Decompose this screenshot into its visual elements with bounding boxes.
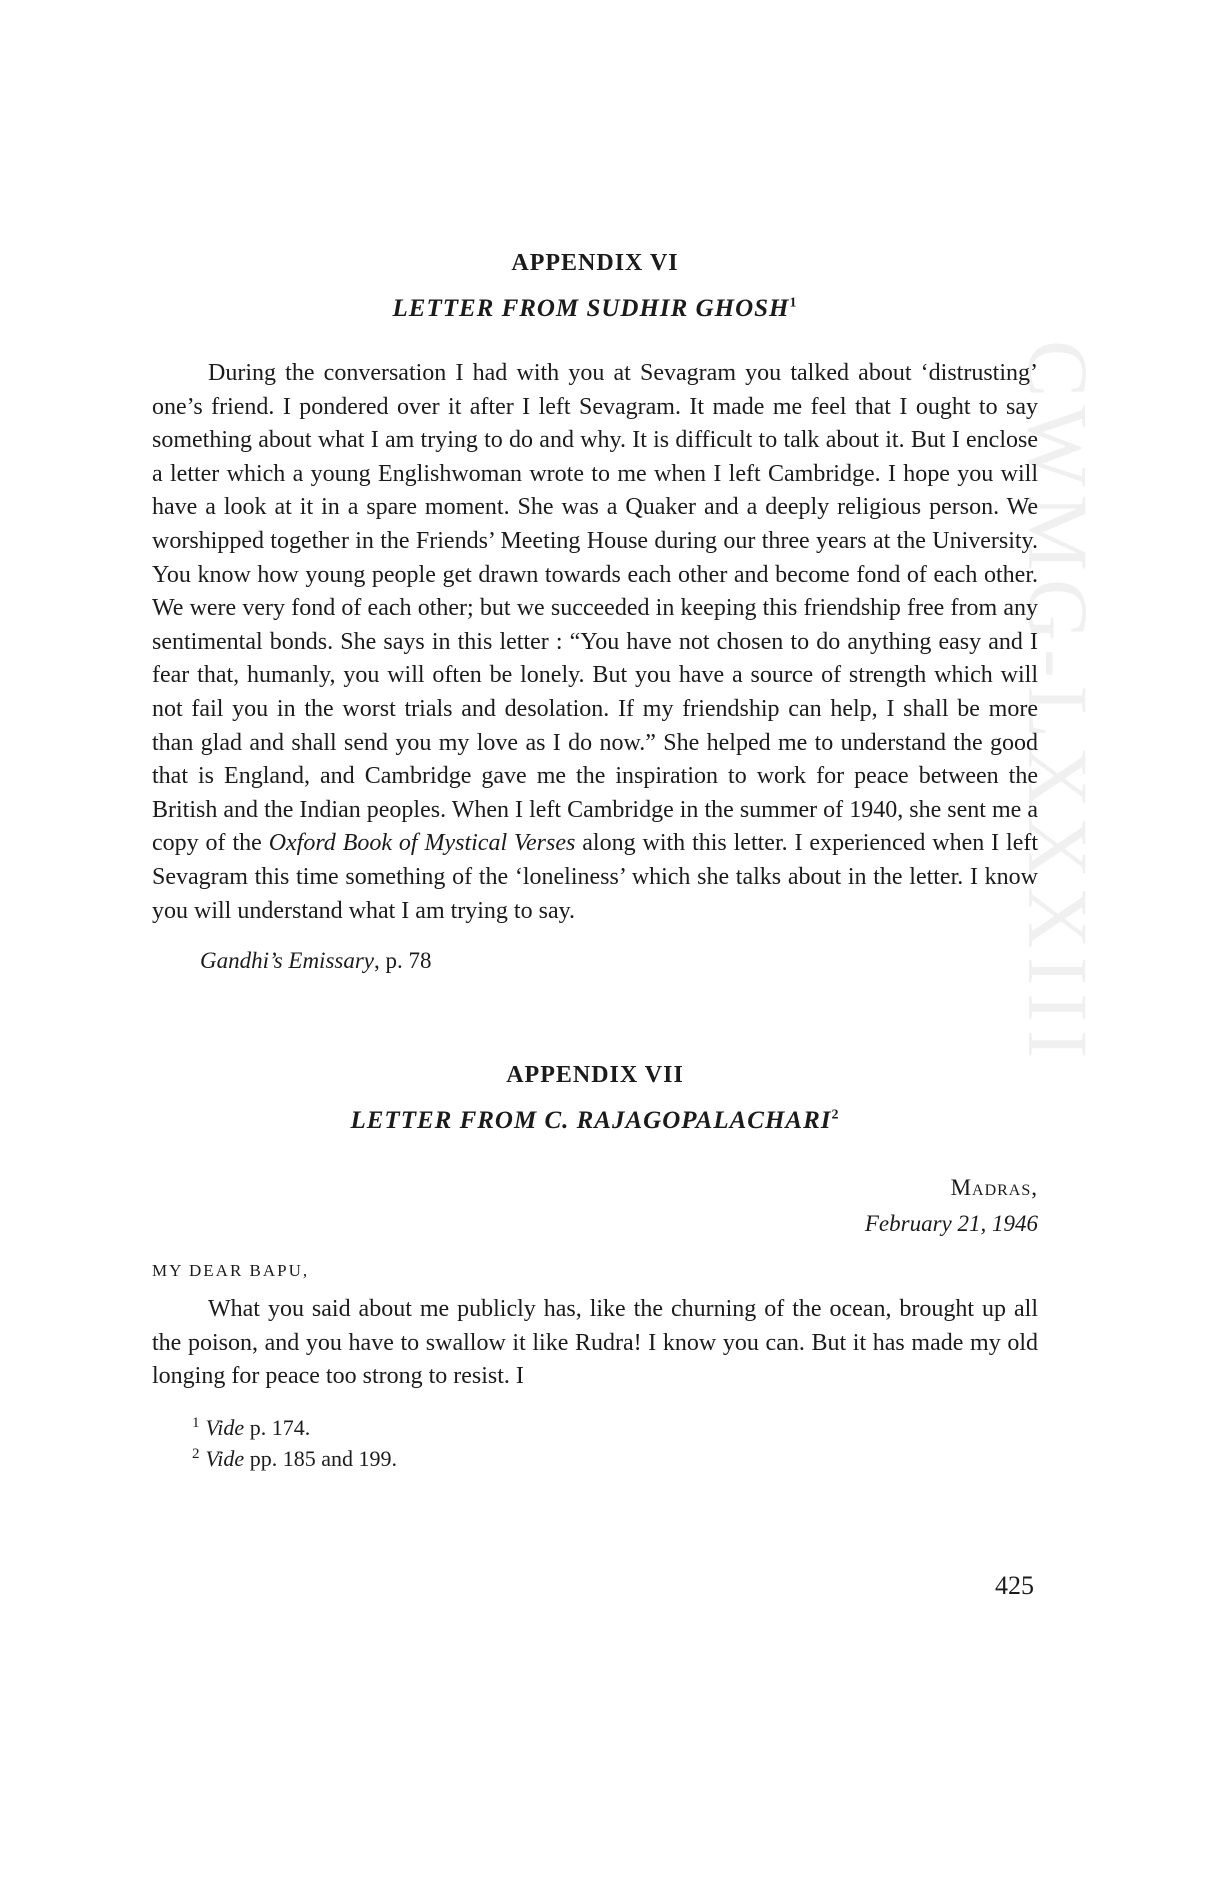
source-title: Gandhi’s Emissary: [200, 948, 375, 974]
letter-text: During the conversation I had with you at Sevagram you talked about ‘distrusting’ one’s friend. I pondered over it after I left Sevagram. It made me feel that I ought to say something about what I am trying to do and why. It is difficult to talk about it. But I enclose a letter which a young Englishwoman wrote to me when I left Cambridge. I hope you will have a look at it in a spare moment. She was a Quaker and a deeply religious person. We worshipped together in the Friends’ Meeting House during our three years at the University. You know how young people get drawn towards each other and become fond of each other. We were very fond of each other; but we succeeded in keeping this friendship free from any sentimental bonds. She says in this letter : “You have not chosen to do anything easy and I fear that, humanly, you will often be lonely. But you have a source of strength which will not fail you in the worst trials and desolation. If my friendship can help, I shall be more than glad and shall send you my love as I do now.” She helped me to understand the good that is England, and Cambridge gave me the inspiration to work for peace between the British and the Indian peoples. When I left Cambridge in the summer of 1940, she sent me a copy of the: [152, 360, 1038, 857]
footnote-marker: 1: [789, 295, 798, 311]
footnotes: [192, 1412, 1038, 1474]
appendix-vi-heading: APPENDIX VI: [511, 250, 679, 276]
footnote-number: 2: [192, 1445, 200, 1462]
letter-date-year: 1946: [992, 1211, 1038, 1237]
book-title: Oxford Book of Mystical Verses: [268, 830, 576, 857]
letter-place: Madras,: [950, 1175, 1038, 1201]
appendix-vii-subheading-text: LETTER FROM C. RAJAGOPALACHARI: [350, 1107, 832, 1135]
letter-salutation: MY DEAR BAPU,: [152, 1261, 310, 1281]
footnote-1: [192, 1412, 1038, 1443]
footnote-marker: 2: [831, 1107, 840, 1123]
appendix-vi-subheading-text: LETTER FROM SUDHIR GHOSH: [392, 295, 790, 322]
appendix-vii-heading: APPENDIX VII: [506, 1062, 684, 1089]
page-content: [152, 250, 1038, 1474]
appendix-vi-letter-body: [152, 357, 1038, 928]
source-page: , p. 78: [374, 948, 432, 974]
appendix-vi-subheading: [152, 295, 1038, 323]
footnote-vide: Vide: [205, 1445, 245, 1471]
watermark: CWMG-LXXXIII: [1010, 340, 1106, 1067]
letter-date: [152, 1211, 1038, 1237]
appendix-vii-letter-body: What you said about me publicly has, like the churning of the ocean, brought up all the poison, and you have to swallow it like Rudra! I know you can. But it has made my old longing for peace too strong to resist. I: [152, 1296, 1038, 1390]
footnote-ref: pp. 185 and 199.: [249, 1445, 397, 1471]
letter-text-end: along with this letter. I experienced when I left Sevagram this time something of the ‘loneliness’ which she talks about in the letter. I know you will understand what I am trying to say.: [152, 830, 1039, 924]
footnote-number: 1: [192, 1414, 200, 1431]
source-citation: [200, 948, 1038, 974]
footnote-ref: p. 174.: [249, 1414, 311, 1440]
footnote-2: [192, 1443, 1038, 1474]
page-number: 425: [995, 1571, 1034, 1600]
footnote-vide: Vide: [205, 1414, 245, 1440]
appendix-vii-subheading: [152, 1107, 1038, 1135]
letter-date-month-day: February 21,: [864, 1211, 987, 1237]
